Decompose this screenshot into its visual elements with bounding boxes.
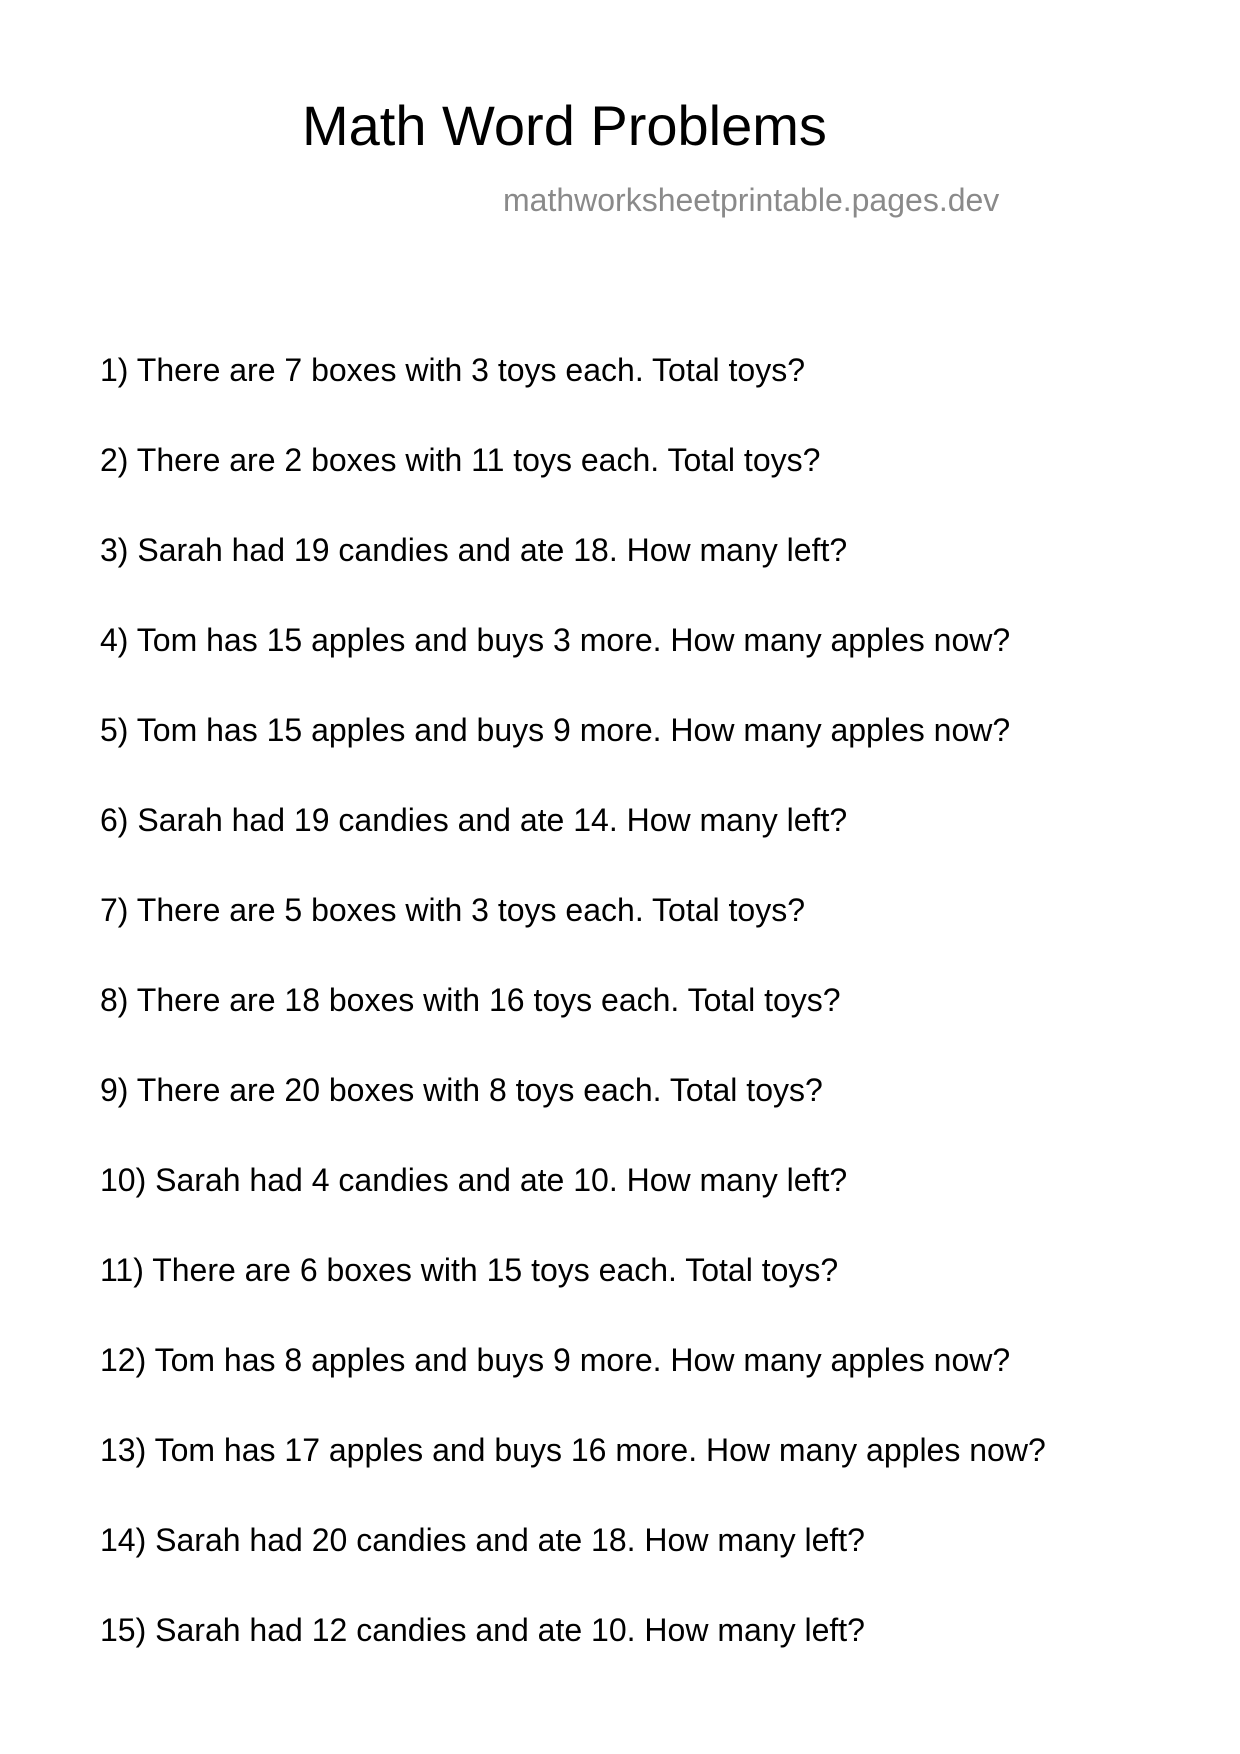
problem-item: 10) Sarah had 4 candies and ate 10. How many left?: [100, 1162, 848, 1198]
page-title: Math Word Problems: [302, 94, 827, 157]
site-url: mathworksheetprintable.pages.dev: [503, 182, 1000, 218]
problem-item: 5) Tom has 15 apples and buys 9 more. How many apples now?: [100, 712, 1011, 748]
problem-item: 7) There are 5 boxes with 3 toys each. Total toys?: [100, 892, 805, 928]
problem-item: 4) Tom has 15 apples and buys 3 more. How many apples now?: [100, 622, 1011, 658]
problem-list: [100, 350, 1046, 1700]
problem-item: 2) There are 2 boxes with 11 toys each. Total toys?: [100, 442, 821, 478]
problem-item: 1) There are 7 boxes with 3 toys each. Total toys?: [100, 352, 805, 388]
problem-item: 6) Sarah had 19 candies and ate 14. How many left?: [100, 802, 848, 838]
problem-item: 3) Sarah had 19 candies and ate 18. How many left?: [100, 532, 848, 568]
problem-item: 15) Sarah had 12 candies and ate 10. How many left?: [100, 1612, 865, 1648]
problem-item: 13) Tom has 17 apples and buys 16 more. How many apples now?: [100, 1432, 1046, 1468]
problem-item: 8) There are 18 boxes with 16 toys each. Total toys?: [100, 982, 841, 1018]
problem-item: 11) There are 6 boxes with 15 toys each. Total toys?: [100, 1252, 839, 1288]
problem-item: 9) There are 20 boxes with 8 toys each. Total toys?: [100, 1072, 823, 1108]
problem-item: 14) Sarah had 20 candies and ate 18. How many left?: [100, 1522, 865, 1558]
problem-item: 12) Tom has 8 apples and buys 9 more. How many apples now?: [100, 1342, 1011, 1378]
